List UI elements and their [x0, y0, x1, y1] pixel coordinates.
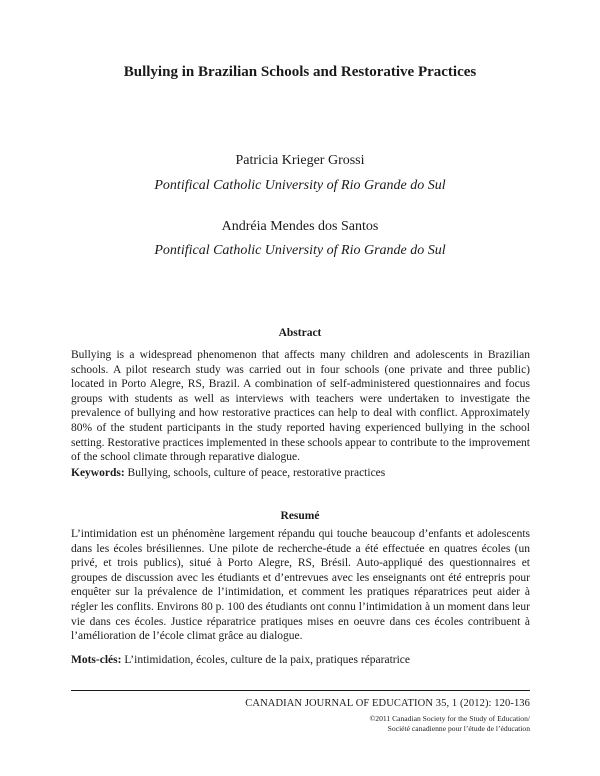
footer-divider — [71, 690, 530, 691]
abstract-heading: Abstract — [278, 327, 322, 339]
mots-cles-label: Mots-clés: — [71, 654, 122, 666]
author-affiliation-2: Pontifical Catholic University of Rio Grande do Sul — [154, 243, 446, 258]
mots-cles-text: L’intimidation, écoles, culture de la paix, pratiques réparatrice — [124, 654, 411, 666]
author-affiliation-1: Pontifical Catholic University of Rio Grande do Sul — [154, 178, 446, 193]
author-name-2: Andréia Mendes dos Santos — [221, 219, 379, 234]
copyright-line-1: ©2011 Canadian Society for the Study of Education/ — [369, 714, 530, 723]
resume-heading: Resumé — [280, 510, 320, 522]
keywords-label: Keywords: — [71, 467, 125, 479]
mots-cles-line — [71, 654, 530, 666]
author-name-1: Patricia Krieger Grossi — [235, 153, 365, 168]
keywords-line — [71, 467, 530, 479]
paper-title: Bullying in Brazilian Schools and Restorative Practices — [123, 64, 477, 80]
resume-text: L’intimidation est un phénomène largement répandu qui touche beaucoup d’enfants et adolescents dans les écoles brésiliennes. Une pilote de recherche-étude a été effectuée en quatres écoles (un privé, et trois publics), situé à Porto Alegre, RS, Brésil. Auto-appliqué des questionnaires et groupes de discussion avec les étudiants et d’entrevues avec les enseignants ont été entrepris pour enquêter sur la prévalence de l’intimidation, et comment les pratiques réparatrices peut aider à régler les conflits. Environs 80 p. 100 des étudiants ont connu l’intimidation à un moment dans leur vie dans ces écoles. Justice réparatrice pratiques mises en oeuvre dans ces écoles contribuent à l’amélioration de l’école climat grâce au dialogue. — [71, 528, 530, 643]
journal-citation: CANADIAN JOURNAL OF EDUCATION 35, 1 (2012): 120-136 — [245, 698, 530, 709]
abstract-text: Bullying is a widespread phenomenon that affects many children and adolescents in Brazilian schools. A pilot research study was carried out in four schools (one private and three public) located in Porto Alegre, RS, Brazil. A combination of self-administered questionnaires and focus groups with students as well as interviews with teachers were undertaken to investigate the prevalence of bullying and how restorative practices can help to deal with conflict. Approximately 80% of the student participants in the study reported having experienced bullying in the school setting. Restorative practices implemented in these schools appear to contribute to the improvement of the school climate through reparative dialogue. — [71, 349, 530, 464]
copyright-line-2: Société canadienne pour l’étude de l’éducation — [387, 724, 530, 733]
keywords-text: Bullying, schools, culture of peace, restorative practices — [127, 467, 386, 479]
